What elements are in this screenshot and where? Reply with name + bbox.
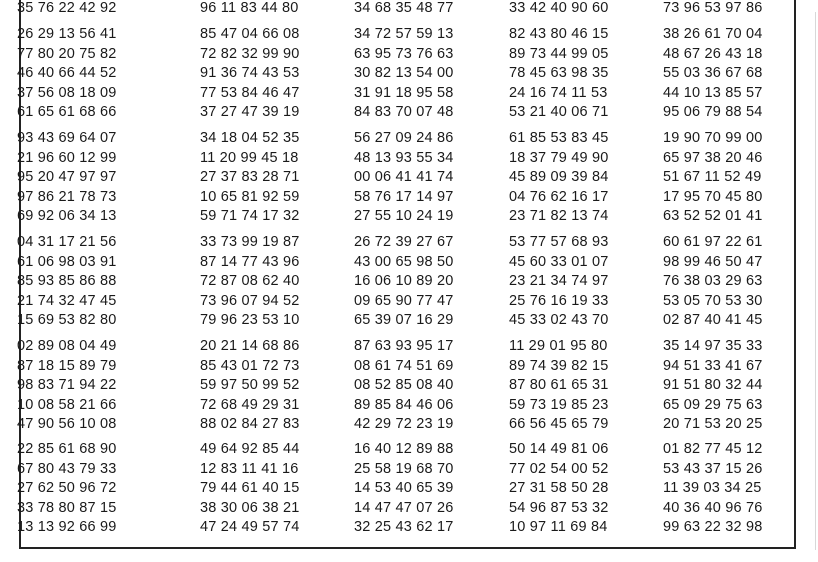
number-group: 87 80 61 65 31	[509, 377, 609, 394]
number-group: 77 80 20 75 82	[17, 45, 117, 62]
number-group: 25 76 16 19 33	[509, 292, 609, 309]
number-group: 35 14 97 35 33	[663, 338, 763, 354]
number-group: 89 73 44 99 05	[509, 45, 609, 62]
number-group: 26 29 13 56 41	[17, 26, 117, 42]
number-group: 63 52 52 01 41	[663, 208, 763, 225]
number-group: 77 02 54 00 52	[509, 460, 609, 477]
number-group: 82 43 80 46 15	[509, 26, 609, 42]
number-group: 61 06 98 03 91	[17, 253, 117, 270]
number-group: 20 71 53 20 25	[663, 416, 763, 433]
number-group: 72 87 08 62 40	[200, 273, 300, 290]
number-group: 94 51 33 41 67	[663, 357, 763, 374]
number-group: 61 65 61 68 66	[17, 104, 117, 121]
number-group: 13 13 92 66 99	[17, 519, 117, 536]
number-group: 45 60 33 01 07	[509, 253, 609, 270]
number-group: 14 53 40 65 39	[354, 480, 454, 497]
number-group: 44 10 13 85 57	[663, 84, 763, 101]
number-group: 27 55 10 24 19	[354, 208, 454, 225]
number-group: 23 21 34 74 97	[509, 273, 609, 290]
number-group: 33 78 80 87 15	[17, 499, 117, 516]
number-group: 53 21 40 06 71	[509, 104, 609, 121]
number-group: 95 20 47 97 97	[17, 169, 117, 186]
number-group: 15 69 53 82 80	[17, 312, 117, 329]
number-group: 54 96 87 53 32	[509, 499, 609, 516]
number-group: 97 86 21 78 73	[17, 188, 117, 205]
number-group: 42 29 72 23 19	[354, 416, 454, 433]
number-group: 73 96 07 94 52	[200, 292, 300, 309]
number-group: 37 56 08 18 09	[17, 84, 117, 101]
number-group: 91 36 74 43 53	[200, 65, 300, 82]
number-group: 12 83 11 41 16	[200, 460, 299, 477]
number-group: 47 24 49 57 74	[200, 519, 300, 536]
number-group: 69 92 06 34 13	[17, 208, 117, 225]
number-group: 27 31 58 50 28	[509, 480, 609, 497]
number-group: 76 38 03 29 63	[663, 273, 763, 290]
number-group: 93 43 69 64 07	[17, 130, 117, 146]
number-group: 23 71 82 13 74	[509, 208, 609, 225]
number-group: 33 73 99 19 87	[200, 234, 300, 250]
number-group: 34 68 35 48 77	[354, 0, 454, 16]
number-group: 22 85 61 68 90	[17, 441, 117, 457]
number-group: 59 97 50 99 52	[200, 377, 300, 394]
number-group: 21 96 60 12 99	[17, 149, 117, 166]
number-group: 01 82 77 45 12	[663, 441, 763, 457]
number-group: 11 29 01 95 80	[509, 338, 608, 354]
number-group: 50 14 49 81 06	[509, 441, 609, 457]
number-group: 58 76 17 14 97	[354, 188, 454, 205]
number-group: 27 62 50 96 72	[17, 480, 117, 497]
number-group: 18 37 79 49 90	[509, 149, 609, 166]
number-group: 27 37 83 28 71	[200, 169, 300, 186]
number-group: 87 63 93 95 17	[354, 338, 454, 354]
number-group: 56 27 09 24 86	[354, 130, 454, 146]
number-group: 17 95 70 45 80	[663, 188, 763, 205]
number-group: 53 05 70 53 30	[663, 292, 763, 309]
number-group: 89 85 84 46 06	[354, 396, 454, 413]
number-group: 77 53 84 46 47	[200, 84, 300, 101]
number-group: 48 67 26 43 18	[663, 45, 763, 62]
number-group: 10 97 11 69 84	[509, 519, 608, 536]
number-group: 11 39 03 34 25	[663, 480, 762, 497]
number-group: 96 11 83 44 80	[200, 0, 299, 16]
number-group: 59 73 19 85 23	[509, 396, 609, 413]
number-group: 25 58 19 68 70	[354, 460, 454, 477]
number-group: 08 52 85 08 40	[354, 377, 454, 394]
number-group: 60 61 97 22 61	[663, 234, 763, 250]
number-group: 53 43 37 15 26	[663, 460, 763, 477]
number-group: 14 47 47 07 26	[354, 499, 454, 516]
number-group: 04 31 17 21 56	[17, 234, 117, 250]
number-group: 47 90 56 10 08	[17, 416, 117, 433]
number-group: 45 89 09 39 84	[509, 169, 609, 186]
number-group: 34 18 04 52 35	[200, 130, 300, 146]
number-group: 45 33 02 43 70	[509, 312, 609, 329]
number-group: 65 39 07 16 29	[354, 312, 454, 329]
number-group: 53 77 57 68 93	[509, 234, 609, 250]
number-group: 89 74 39 82 15	[509, 357, 609, 374]
page-edge-line	[815, 12, 816, 550]
number-group: 85 47 04 66 08	[200, 26, 300, 42]
number-group: 66 56 45 65 79	[509, 416, 609, 433]
number-group: 00 06 41 41 74	[354, 169, 454, 186]
number-group: 33 42 40 90 60	[509, 0, 609, 16]
number-group: 32 25 43 62 17	[354, 519, 454, 536]
number-group: 85 93 85 86 88	[17, 273, 117, 290]
number-group: 02 87 40 41 45	[663, 312, 763, 329]
number-group: 10 65 81 92 59	[200, 188, 300, 205]
number-group: 19 90 70 99 00	[663, 130, 763, 146]
number-group: 21 74 32 47 45	[17, 292, 117, 309]
number-group: 04 76 62 16 17	[509, 188, 609, 205]
number-group: 91 51 80 32 44	[663, 377, 763, 394]
number-group: 72 82 32 99 90	[200, 45, 300, 62]
number-group: 84 83 70 07 48	[354, 104, 454, 121]
number-group: 72 68 49 29 31	[200, 396, 300, 413]
number-group: 35 76 22 42 92	[17, 0, 117, 16]
number-group: 16 06 10 89 20	[354, 273, 454, 290]
number-group: 73 96 53 97 86	[663, 0, 763, 16]
number-group: 78 45 63 98 35	[509, 65, 609, 82]
number-group: 88 02 84 27 83	[200, 416, 300, 433]
number-group: 55 03 36 67 68	[663, 65, 763, 82]
number-group: 43 00 65 98 50	[354, 253, 454, 270]
number-group: 51 67 11 52 49	[663, 169, 762, 186]
number-group: 40 36 40 96 76	[663, 499, 763, 516]
number-group: 08 61 74 51 69	[354, 357, 454, 374]
number-group: 31 91 18 95 58	[354, 84, 454, 101]
number-group: 95 06 79 88 54	[663, 104, 763, 121]
number-group: 11 20 99 45 18	[200, 149, 299, 166]
number-group: 38 26 61 70 04	[663, 26, 763, 42]
number-group: 61 85 53 83 45	[509, 130, 609, 146]
number-group: 85 43 01 72 73	[200, 357, 300, 374]
number-group: 02 89 08 04 49	[17, 338, 117, 354]
number-group: 20 21 14 68 86	[200, 338, 300, 354]
number-group: 99 63 22 32 98	[663, 519, 763, 536]
number-group: 65 09 29 75 63	[663, 396, 763, 413]
number-group: 79 44 61 40 15	[200, 480, 300, 497]
number-group: 38 30 06 38 21	[200, 499, 300, 516]
number-group: 98 83 71 94 22	[17, 377, 117, 394]
number-group: 37 27 47 39 19	[200, 104, 300, 121]
number-group: 26 72 39 27 67	[354, 234, 454, 250]
number-group: 46 40 66 44 52	[17, 65, 117, 82]
number-group: 16 40 12 89 88	[354, 441, 454, 457]
number-group: 87 18 15 89 79	[17, 357, 117, 374]
number-group: 30 82 13 54 00	[354, 65, 454, 82]
number-group: 24 16 74 11 53	[509, 84, 608, 101]
number-group: 59 71 74 17 32	[200, 208, 300, 225]
number-group: 67 80 43 79 33	[17, 460, 117, 477]
number-group: 63 95 73 76 63	[354, 45, 454, 62]
number-group: 09 65 90 77 47	[354, 292, 454, 309]
number-group: 10 08 58 21 66	[17, 396, 117, 413]
number-group: 49 64 92 85 44	[200, 441, 300, 457]
number-group: 48 13 93 55 34	[354, 149, 454, 166]
number-group: 65 97 38 20 46	[663, 149, 763, 166]
number-group: 34 72 57 59 13	[354, 26, 454, 42]
number-group: 98 99 46 50 47	[663, 253, 763, 270]
number-group: 79 96 23 53 10	[200, 312, 300, 329]
number-group: 87 14 77 43 96	[200, 253, 300, 270]
